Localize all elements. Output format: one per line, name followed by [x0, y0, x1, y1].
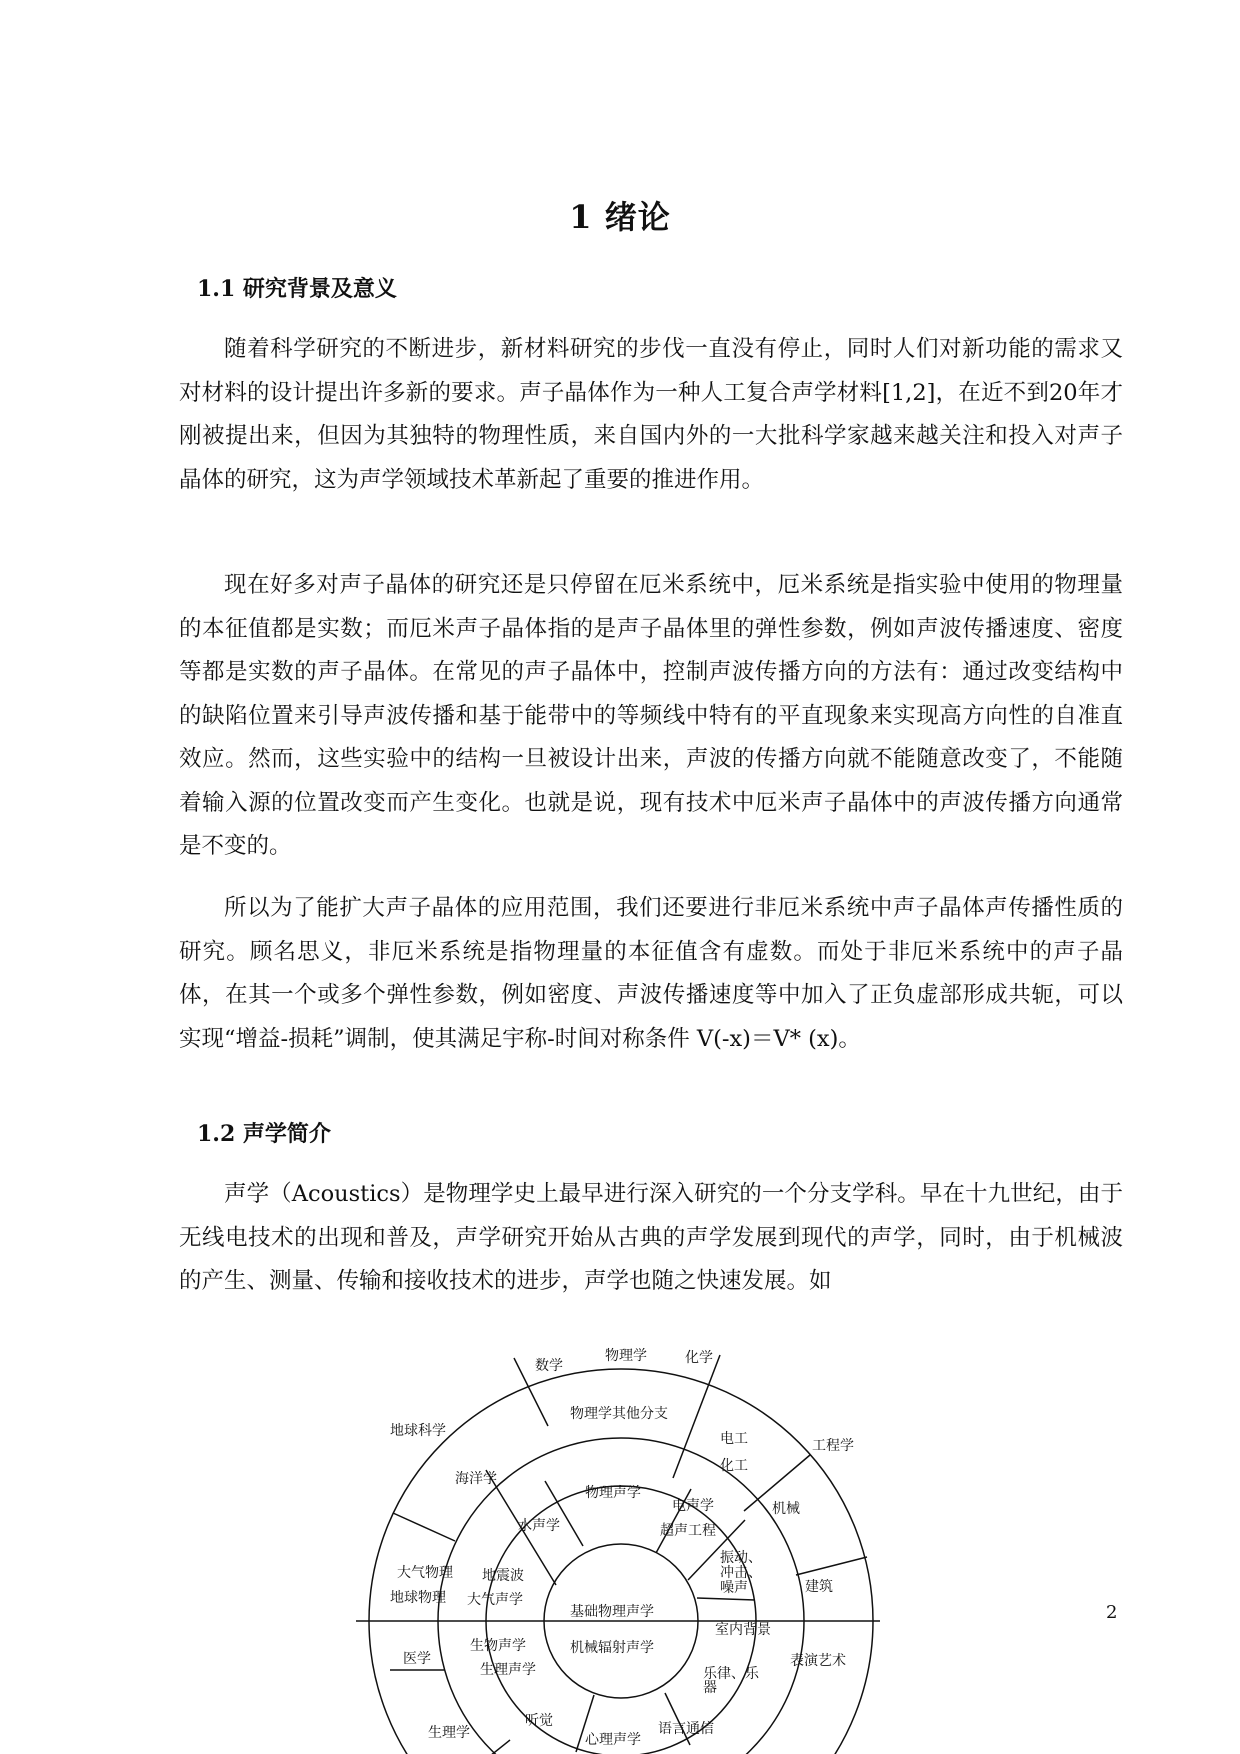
- label-noise: 噪声: [720, 1580, 748, 1596]
- label-performing-arts: 表演艺术: [790, 1653, 846, 1669]
- label-ultrasonic-engineering: 超声工程: [660, 1523, 716, 1539]
- acoustics-wheel-diagram: [350, 1340, 890, 1754]
- section-heading-1-2: 1.2 声学简介: [197, 1121, 331, 1147]
- label-atmospheric-physics: 大气物理: [397, 1565, 453, 1581]
- label-music: 乐律、乐: [703, 1666, 759, 1682]
- label-room-acoustics: 室内背景: [715, 1622, 771, 1638]
- chapter-title: 1 绪论: [569, 198, 671, 236]
- label-mechanical: 机械: [772, 1501, 800, 1517]
- label-instruments: 器: [703, 1680, 717, 1696]
- label-mechanical-radiation-acoustics: 机械辐射声学: [570, 1640, 654, 1656]
- label-chemical: 化工: [720, 1458, 748, 1474]
- label-physical-acoustics: 物理声学: [585, 1485, 641, 1501]
- label-electrical: 电工: [720, 1431, 748, 1447]
- label-bioacoustics: 生物声学: [470, 1638, 526, 1654]
- radial-line: [393, 1513, 455, 1541]
- label-physiological-acoustics: 生理声学: [480, 1662, 536, 1678]
- label-physiology: 生理学: [428, 1725, 470, 1741]
- label-underwater-acoustics: 水声学: [518, 1518, 560, 1534]
- label-speech-communication: 语言通信: [658, 1721, 714, 1737]
- label-vibration: 振动、: [720, 1550, 762, 1566]
- radial-line: [665, 1693, 690, 1745]
- radial-line: [796, 1557, 867, 1575]
- radial-line: [673, 1355, 720, 1478]
- label-other-physics: 物理学其他分支: [570, 1406, 668, 1422]
- radial-line: [460, 1740, 510, 1754]
- label-seismic-waves: 地震波: [482, 1568, 524, 1584]
- label-psychoacoustics: 心理声学: [585, 1732, 641, 1748]
- paragraph-background-2: 现在好多对声子晶体的研究还是只停留在厄米系统中，厄米系统是指实验中使用的物理量的本征值都是实数；而厄米声子晶体指的是声子晶体里的弹性参数，例如声波传播速度、密度等都是实数的声子晶体。在常见的声子晶体中，控制声波传播方向的方法有：通过改变结构中的缺陷位置来引导声波传播和基于能带中的等频线中特有的平直现象来实现高方向性的自准直效应。然而，这些实验中的结构一旦被设计出来，声波的传播方向就不能随意改变了，不能随着输入源的位置改变而产生变化。也就是说，现有技术中厄米声子晶体中的声波传播方向通常是不变的。: [179, 572, 1123, 859]
- paragraph-background-1: 随着科学研究的不断进步，新材料研究的步伐一直没有停止，同时人们对新功能的需求又对材料的设计提出许多新的要求。声子晶体作为一种人工复合声学材料[1,2]，在近不到20年才刚被提出来，但因为其独特的物理性质，来自国内外的一大批科学家越来越关注和投入对声子晶体的研究，这为声学领域技术革新起了重要的推进作用。: [179, 336, 1123, 493]
- label-earth-science: 地球科学: [390, 1423, 446, 1439]
- label-electroacoustics: 电声学: [672, 1498, 714, 1514]
- radial-line: [545, 1481, 583, 1546]
- paragraph-acoustics-intro: 声学（Acoustics）是物理学史上最早进行深入研究的一个分支学科。早在十九世纪，由于无线电技术的出现和普及，声学研究开始从古典的声学发展到现代的声学，同时，由于机械波的产生、测量、传输和接收技术的进步，声学也随之快速发展。如: [179, 1181, 1123, 1294]
- label-oceanography: 海洋学: [455, 1471, 497, 1487]
- label-fundamental-physical-acoustics: 基础物理声学: [570, 1604, 654, 1620]
- label-architecture: 建筑: [805, 1579, 833, 1595]
- radial-line: [697, 1598, 755, 1600]
- page-number: 2: [1106, 1602, 1118, 1623]
- label-physics: 物理学: [605, 1348, 647, 1364]
- label-chemistry: 化学: [685, 1350, 713, 1366]
- label-hearing: 听觉: [525, 1713, 553, 1729]
- label-geophysics: 地球物理: [390, 1590, 446, 1606]
- section-heading-1-1: 1.1 研究背景及意义: [197, 276, 397, 302]
- label-math: 数学: [535, 1358, 563, 1374]
- label-engineering: 工程学: [812, 1438, 854, 1454]
- label-shock: 冲击、: [720, 1565, 762, 1581]
- label-medicine: 医学: [403, 1651, 431, 1667]
- paragraph-background-3: 所以为了能扩大声子晶体的应用范围，我们还要进行非厄米系统中声子晶体声传播性质的研究。顾名思义，非厄米系统是指物理量的本征值含有虚数。而处于非厄米系统中的声子晶体，在其一个或多个弹性参数，例如密度、声波传播速度等中加入了正负虚部形成共轭，可以实现“增益-损耗”调制，使其满足宇称-时间对称条件 V(-x)＝V* (x)。: [179, 895, 1123, 1052]
- label-atmospheric-acoustics: 大气声学: [467, 1592, 523, 1608]
